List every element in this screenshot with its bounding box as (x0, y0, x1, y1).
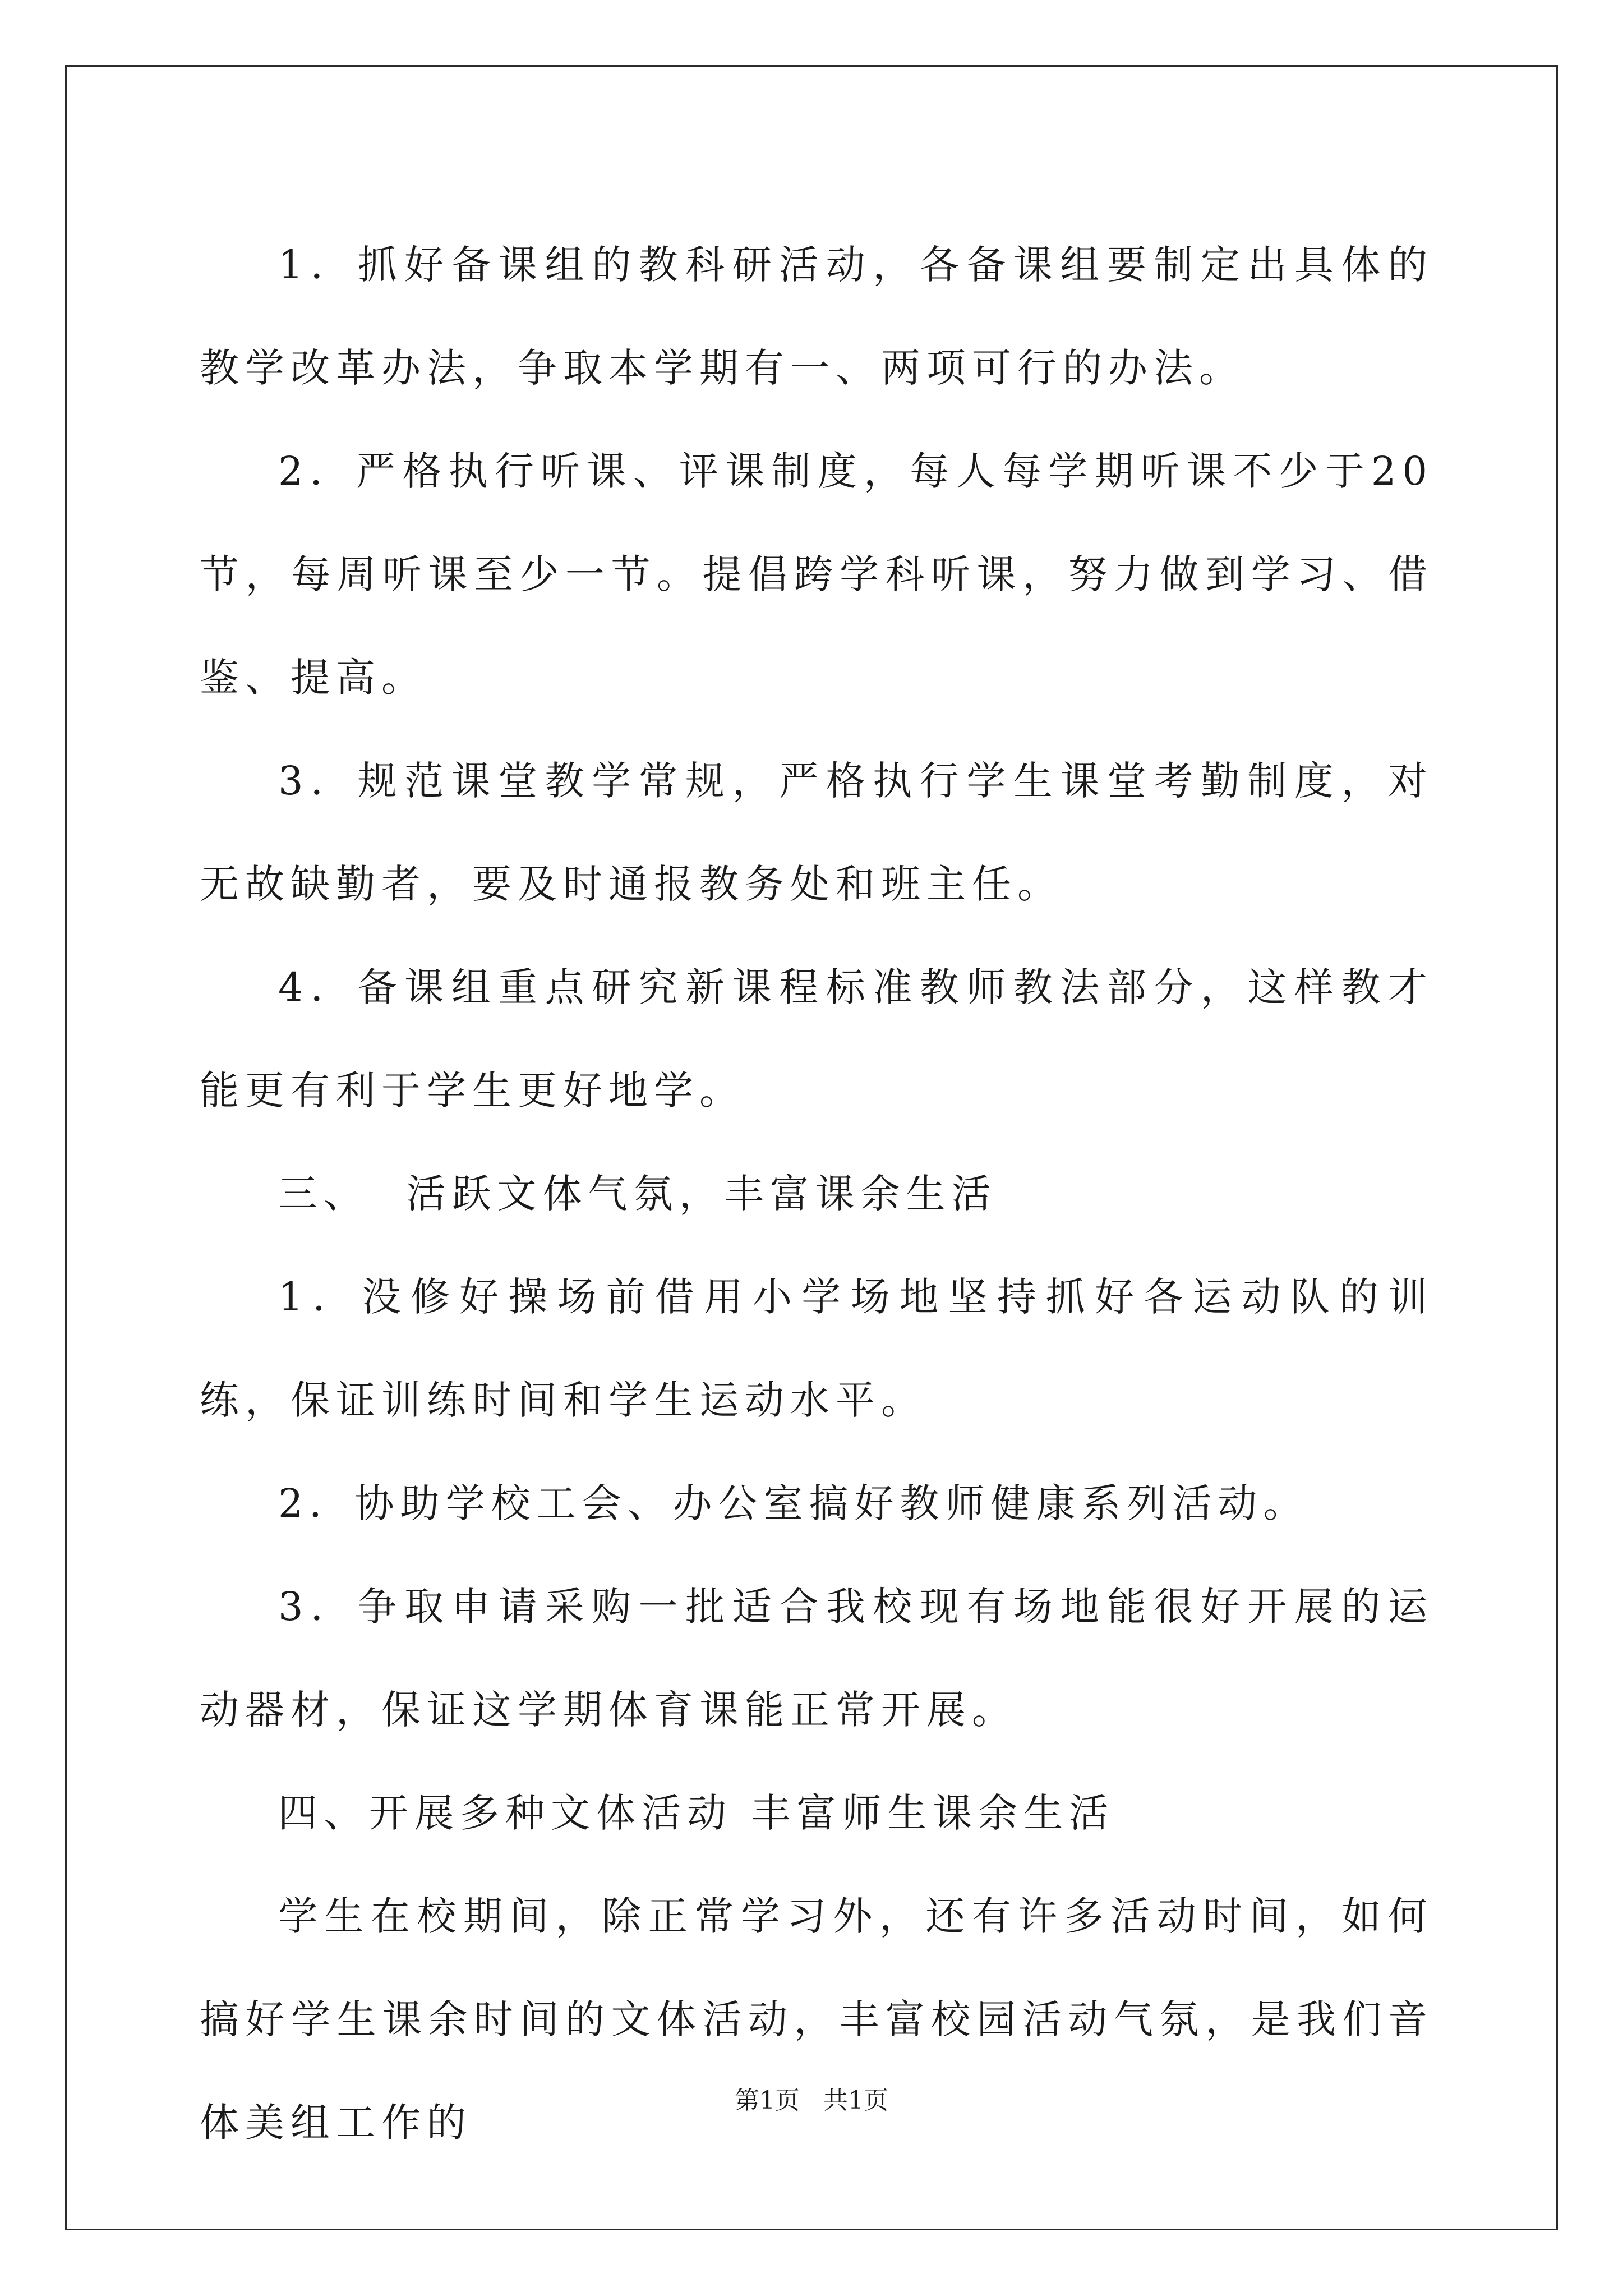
paragraph-2: 2．严格执行听课、评课制度，每人每学期听课不少于20节，每周听课至少一节。提倡跨学科听课，努力做到学习、借鉴、提高。 (200, 448, 1433, 701)
section-heading-3: 三、 活跃文体气氛，丰富课余生活 (278, 1171, 997, 1217)
page-number-footer: 第1页 共1页 (735, 2086, 888, 2115)
paragraph-4: 4．备课组重点研究新课程标准教师教法部分，这样教才能更有利于学生更好地学。 (200, 964, 1433, 1114)
section-heading-4: 四、开展多种文体活动 丰富师生课余生活 (278, 1790, 1115, 1836)
document-body (200, 213, 1433, 2174)
paragraph-3: 3．规范课堂教学常规，严格执行学生课堂考勤制度，对无故缺勤者，要及时通报教务处和班主任。 (200, 758, 1433, 907)
paragraph-5: 1．没修好操场前借用小学场地坚持抓好各运动队的训练，保证训练时间和学生运动水平。 (200, 1274, 1433, 1423)
paragraph-6: 2．协助学校工会、办公室搞好教师健康系列活动。 (278, 1480, 1309, 1526)
paragraph-1: 1．抓好备课组的教科研活动，各备课组要制定出具体的教学改革办法，争取本学期有一、两项可行的办法。 (200, 242, 1433, 391)
paragraph-8: 学生在校期间，除正常学习外，还有许多活动时间，如何搞好学生课余时间的文体活动，丰富校园活动气氛，是我们音体美组工作的 (200, 1893, 1433, 2146)
paragraph-7: 3．争取申请采购一批适合我校现有场地能很好开展的运动器材，保证这学期体育课能正常开展。 (200, 1584, 1433, 1733)
